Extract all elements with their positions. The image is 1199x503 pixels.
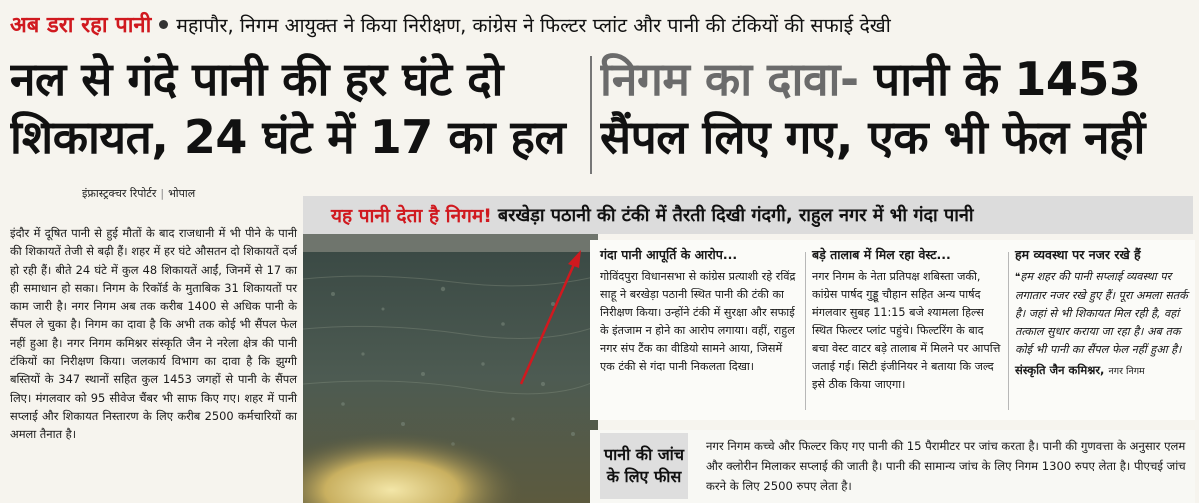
headline-right	[600, 50, 1190, 166]
photo-banner	[303, 196, 1193, 234]
column-lake-waste	[812, 240, 1002, 420]
bullet-dot-icon	[159, 20, 168, 29]
banner-text: बरखेड़ा पठानी की टंकी में तैरती दिखी गंदगी, राहुल नगर में भी गंदा पानी	[497, 205, 974, 226]
column-text: नगर निगम के नेता प्रतिपक्ष शबिस्ता जकी, कांग्रेस पार्षद गुड्डू चौहान सहित अन्य पार्षद मंगलवार सुबह 11:15 बजे श्यामला हिल्स स्थित फिल्टर प्लांट पहुंचे। फिल्टरिंग के बाद बचा वेस्ट वाटर बड़े तालाब में मिलने पर आपत्ति जताई गई। सिटी इंजीनियर ने बताया कि जल्द इसे ठीक किया जाएगा।	[812, 270, 1001, 391]
quote-attribution	[1015, 361, 1193, 381]
byline	[82, 186, 195, 201]
headline-right-grey: निगम का दावा-	[600, 52, 859, 106]
byline-separator: |	[160, 187, 165, 200]
fees-text: नगर निगम कच्चे और फिल्टर किए गए पानी की 15 पैरामीटर पर जांच करता है। पानी की गुणवत्ता के अनुसार एलम और क्लोरीन मिलाकर सप्लाई की जाती है। पानी की सामान्य जांच के लिए निगम 1300 रुपए लेता है। पीएचई जांच करने के लिए 2500 रुपए लेता है।	[706, 439, 1186, 493]
column-divider	[1008, 252, 1009, 410]
kicker-summary: महापौर, निगम आयुक्त ने किया निरीक्षण, कांग्रेस ने फिल्टर प्लांट और पानी की टंकियों की सफाई देखी	[176, 13, 891, 37]
headline-right-line2: सैंपल लिए गए, एक भी फेल नहीं	[600, 110, 1145, 164]
column-divider	[805, 252, 806, 410]
kicker-line	[10, 4, 1195, 44]
column-text: हम शहर की पानी सप्लाई व्यवस्था पर लगातार नजर रखे हुए हैं। पूरा अमला सतर्क है। जहां से भी शिकायत मिल रही है, वहां तत्काल सुधार कराया जा रहा है। अब तक कोई भी पानी का सैंपल फेल नहीं हुआ है।	[1015, 270, 1188, 356]
column-text: गोविंदपुरा विधानसभा से कांग्रेस प्रत्याशी रहे रविंद्र साहू ने बरखेड़ा पठानी स्थित पानी की टंकी का निरीक्षण किया। उन्होंने टंकी में सुरक्षा और सफाई के इंतजाम न होने का आरोप लगाया। वहीं, राहुल नगर संप टैंक का वीडियो सामने आया, जिसमें एक टंकी से गंदा पानी निकलता दिखा।	[600, 270, 796, 373]
headline-left-line1: नल से गंदे पानी की हर घंटे दो	[10, 52, 503, 106]
body-left-column: इंदौर में दूषित पानी से हुई मौतों के बाद राजधानी में भी पीने के पानी की शिकायतें तेजी से बढ़ी हैं। शहर में हर घंटे औसतन दो शिकायतें दर्ज हो रही हैं। बीते 24 घंटे में कुल 48 शिकायतें आईं, जिनमें से 17 का ही समाधान हो सका। निगम के रिकॉर्ड के मुताबिक 31 शिकायतों पर काम जारी है। नगर निगम अब तक करीब 1400 से अधिक पानी के सैंपल ले चुका है। निगम का दावा है कि अभी तक कोई भी सैंपल फेल नहीं हुआ है। नगर निगम कमिश्नर संस्कृति जैन ने नरेला क्षेत्र की पानी टंकियों का निरीक्षण किया। जलकार्य विभाग का दावा है कि झुग्गी बस्तियों के 347 स्थानों सहित कुल 1453 जगहों से पानी के सैंपल लिए। मंगलवार को 95 सीवेज चैंबर भी साफ किए गए। शहर में पानी सप्लाई और शिकायत निस्तारण के लिए करीब 2500 कर्मचारियों का अमला तैनात है।	[10, 226, 297, 442]
quote-mark-icon: ❝	[1015, 272, 1021, 283]
kicker-tag: अब डरा रहा पानी	[10, 13, 152, 38]
quote-role: नगर निगम	[1108, 366, 1145, 377]
column-heading: बड़े तालाब में मिल रहा वेस्ट...	[812, 247, 951, 262]
headline-left-line2: शिकायत, 24 घंटे में 17 का हल	[10, 110, 566, 164]
headline-left	[10, 50, 585, 166]
fees-heading-line1: पानी की जांच	[603, 445, 684, 464]
quote-author: संस्कृति जैन कमिश्नर,	[1015, 363, 1105, 377]
headline-right-line1: पानी के 1453	[858, 52, 1141, 106]
news-columns	[590, 240, 1195, 420]
water-tank-photo-illustration	[303, 234, 598, 503]
fees-heading	[600, 433, 688, 499]
column-heading: हम व्यवस्था पर नजर रखे हैं	[1015, 247, 1141, 262]
column-supply-allegation	[600, 240, 800, 420]
banner-highlight: यह पानी देता है निगम!	[331, 205, 492, 227]
byline-reporter: इंफ्रास्ट्रक्चर रिपोर्टर	[82, 187, 157, 200]
water-tank-photo	[303, 234, 598, 503]
fees-heading-line2: के लिए फीस	[606, 467, 682, 486]
water-test-fees-box	[590, 430, 1195, 503]
column-commissioner-quote	[1015, 240, 1193, 420]
byline-city: भोपाल	[168, 187, 196, 200]
column-heading: गंदा पानी आपूर्ति के आरोप...	[600, 247, 738, 262]
headline-divider	[590, 56, 592, 174]
